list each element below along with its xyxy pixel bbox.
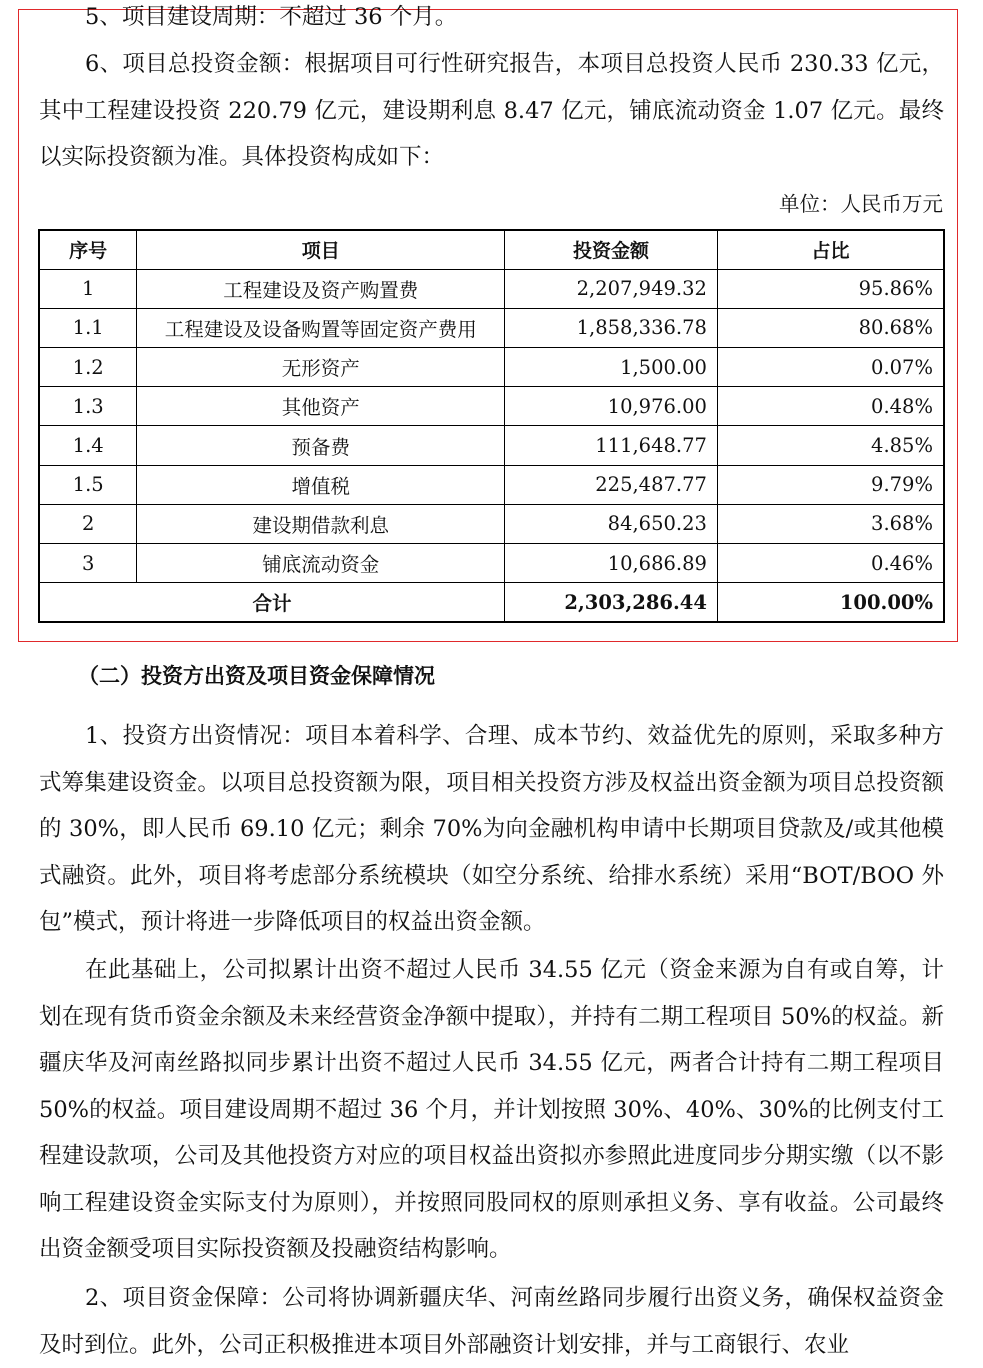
row-item: 其他资产 <box>137 387 505 426</box>
row-ratio: 95.86% <box>717 269 944 308</box>
row-amount: 84,650.23 <box>505 504 718 543</box>
total-label: 合计 <box>39 583 505 622</box>
row-ratio: 80.68% <box>717 308 944 347</box>
row-amount: 10,976.00 <box>505 387 718 426</box>
row-no: 1.2 <box>39 348 137 387</box>
row-ratio: 4.85% <box>717 426 944 465</box>
row-item: 铺底流动资金 <box>137 544 505 583</box>
table-row <box>39 426 944 465</box>
header-amount: 投资金额 <box>505 230 718 269</box>
row-amount: 2,207,949.32 <box>505 269 718 308</box>
row-no: 1.4 <box>39 426 137 465</box>
header-ratio: 占比 <box>717 230 944 269</box>
unit-label: 单位：人民币万元 <box>779 192 943 216</box>
paragraph-company-contribution: 在此基础上，公司拟累计出资不超过人民币 34.55 亿元（资金来源为自有或自筹，计划在现有货币资金余额及未来经营资金净额中提取），并持有二期工程项目 50%的权益。新疆庆华及河南丝路拟同步累计出资不超过人民币 34.55 亿元，两者合计持有二期工程项目 50%的权益。项目建设周期不超过 36 个月，并计划按照 30%、40%、30%的比例支付工程建设款项，公司及其他投资方对应的项目权益出资拟亦参照此进度同步分期实缴（以不影响工程建设资金实际支付为原则），并按照同股同权的原则承担义务、享有收益。公司最终出资金额受项目实际投资额及投融资结构影响。 <box>39 957 944 1262</box>
section-heading: （二）投资方出资及项目资金保障情况 <box>78 664 435 688</box>
investment-table <box>38 229 945 623</box>
row-item: 无形资产 <box>137 348 505 387</box>
table-header-row <box>39 230 944 269</box>
row-item: 建设期借款利息 <box>137 504 505 543</box>
row-amount: 10,686.89 <box>505 544 718 583</box>
header-item: 项目 <box>137 230 505 269</box>
item-5-construction-period: 5、项目建设周期：不超过 36 个月。 <box>85 4 458 30</box>
row-amount: 111,648.77 <box>505 426 718 465</box>
paragraph-investor-contribution: 1、投资方出资情况：项目本着科学、合理、成本节约、效益优先的原则，采取多种方式筹集建设资金。以项目总投资额为限，项目相关投资方涉及权益出资金额为项目总投资额的 30%，即人民币 69.10 亿元；剩余 70%为向金融机构申请中长期项目贷款及/或其他模式融资。此外，项目将考虑部分系统模块（如空分系统、给排水系统）采用“BOT/BOO 外包”模式，预计将进一步降低项目的权益出资金额。 <box>39 723 944 935</box>
row-no: 1.1 <box>39 308 137 347</box>
row-ratio: 9.79% <box>717 465 944 504</box>
table-row <box>39 269 944 308</box>
row-amount: 1,858,336.78 <box>505 308 718 347</box>
paragraph-funding-guarantee: 2、项目资金保障：公司将协调新疆庆华、河南丝路同步履行出资义务，确保权益资金及时到位。此外，公司正积极推进本项目外部融资计划安排，并与工商银行、农业 <box>39 1285 944 1358</box>
row-ratio: 0.48% <box>717 387 944 426</box>
table-row <box>39 348 944 387</box>
table-row <box>39 308 944 347</box>
row-item: 增值税 <box>137 465 505 504</box>
total-amount: 2,303,286.44 <box>505 583 718 622</box>
header-no: 序号 <box>39 230 137 269</box>
table-total-row <box>39 583 944 622</box>
row-item: 工程建设及资产购置费 <box>137 269 505 308</box>
item-6-total-investment: 6、项目总投资金额：根据项目可行性研究报告，本项目总投资人民币 230.33 亿元，其中工程建设投资 220.79 亿元，建设期利息 8.47 亿元，铺底流动资金 1.07 亿元。最终以实际投资额为准。具体投资构成如下： <box>39 51 944 170</box>
table-row <box>39 504 944 543</box>
row-ratio: 3.68% <box>717 504 944 543</box>
row-no: 1 <box>39 269 137 308</box>
row-no: 1.3 <box>39 387 137 426</box>
total-ratio: 100.00% <box>717 583 944 622</box>
table-row <box>39 387 944 426</box>
row-item: 工程建设及设备购置等固定资产费用 <box>137 308 505 347</box>
row-no: 1.5 <box>39 465 137 504</box>
row-ratio: 0.46% <box>717 544 944 583</box>
table-row <box>39 544 944 583</box>
row-amount: 225,487.77 <box>505 465 718 504</box>
table-row <box>39 465 944 504</box>
row-no: 2 <box>39 504 137 543</box>
row-amount: 1,500.00 <box>505 348 718 387</box>
row-no: 3 <box>39 544 137 583</box>
row-ratio: 0.07% <box>717 348 944 387</box>
row-item: 预备费 <box>137 426 505 465</box>
